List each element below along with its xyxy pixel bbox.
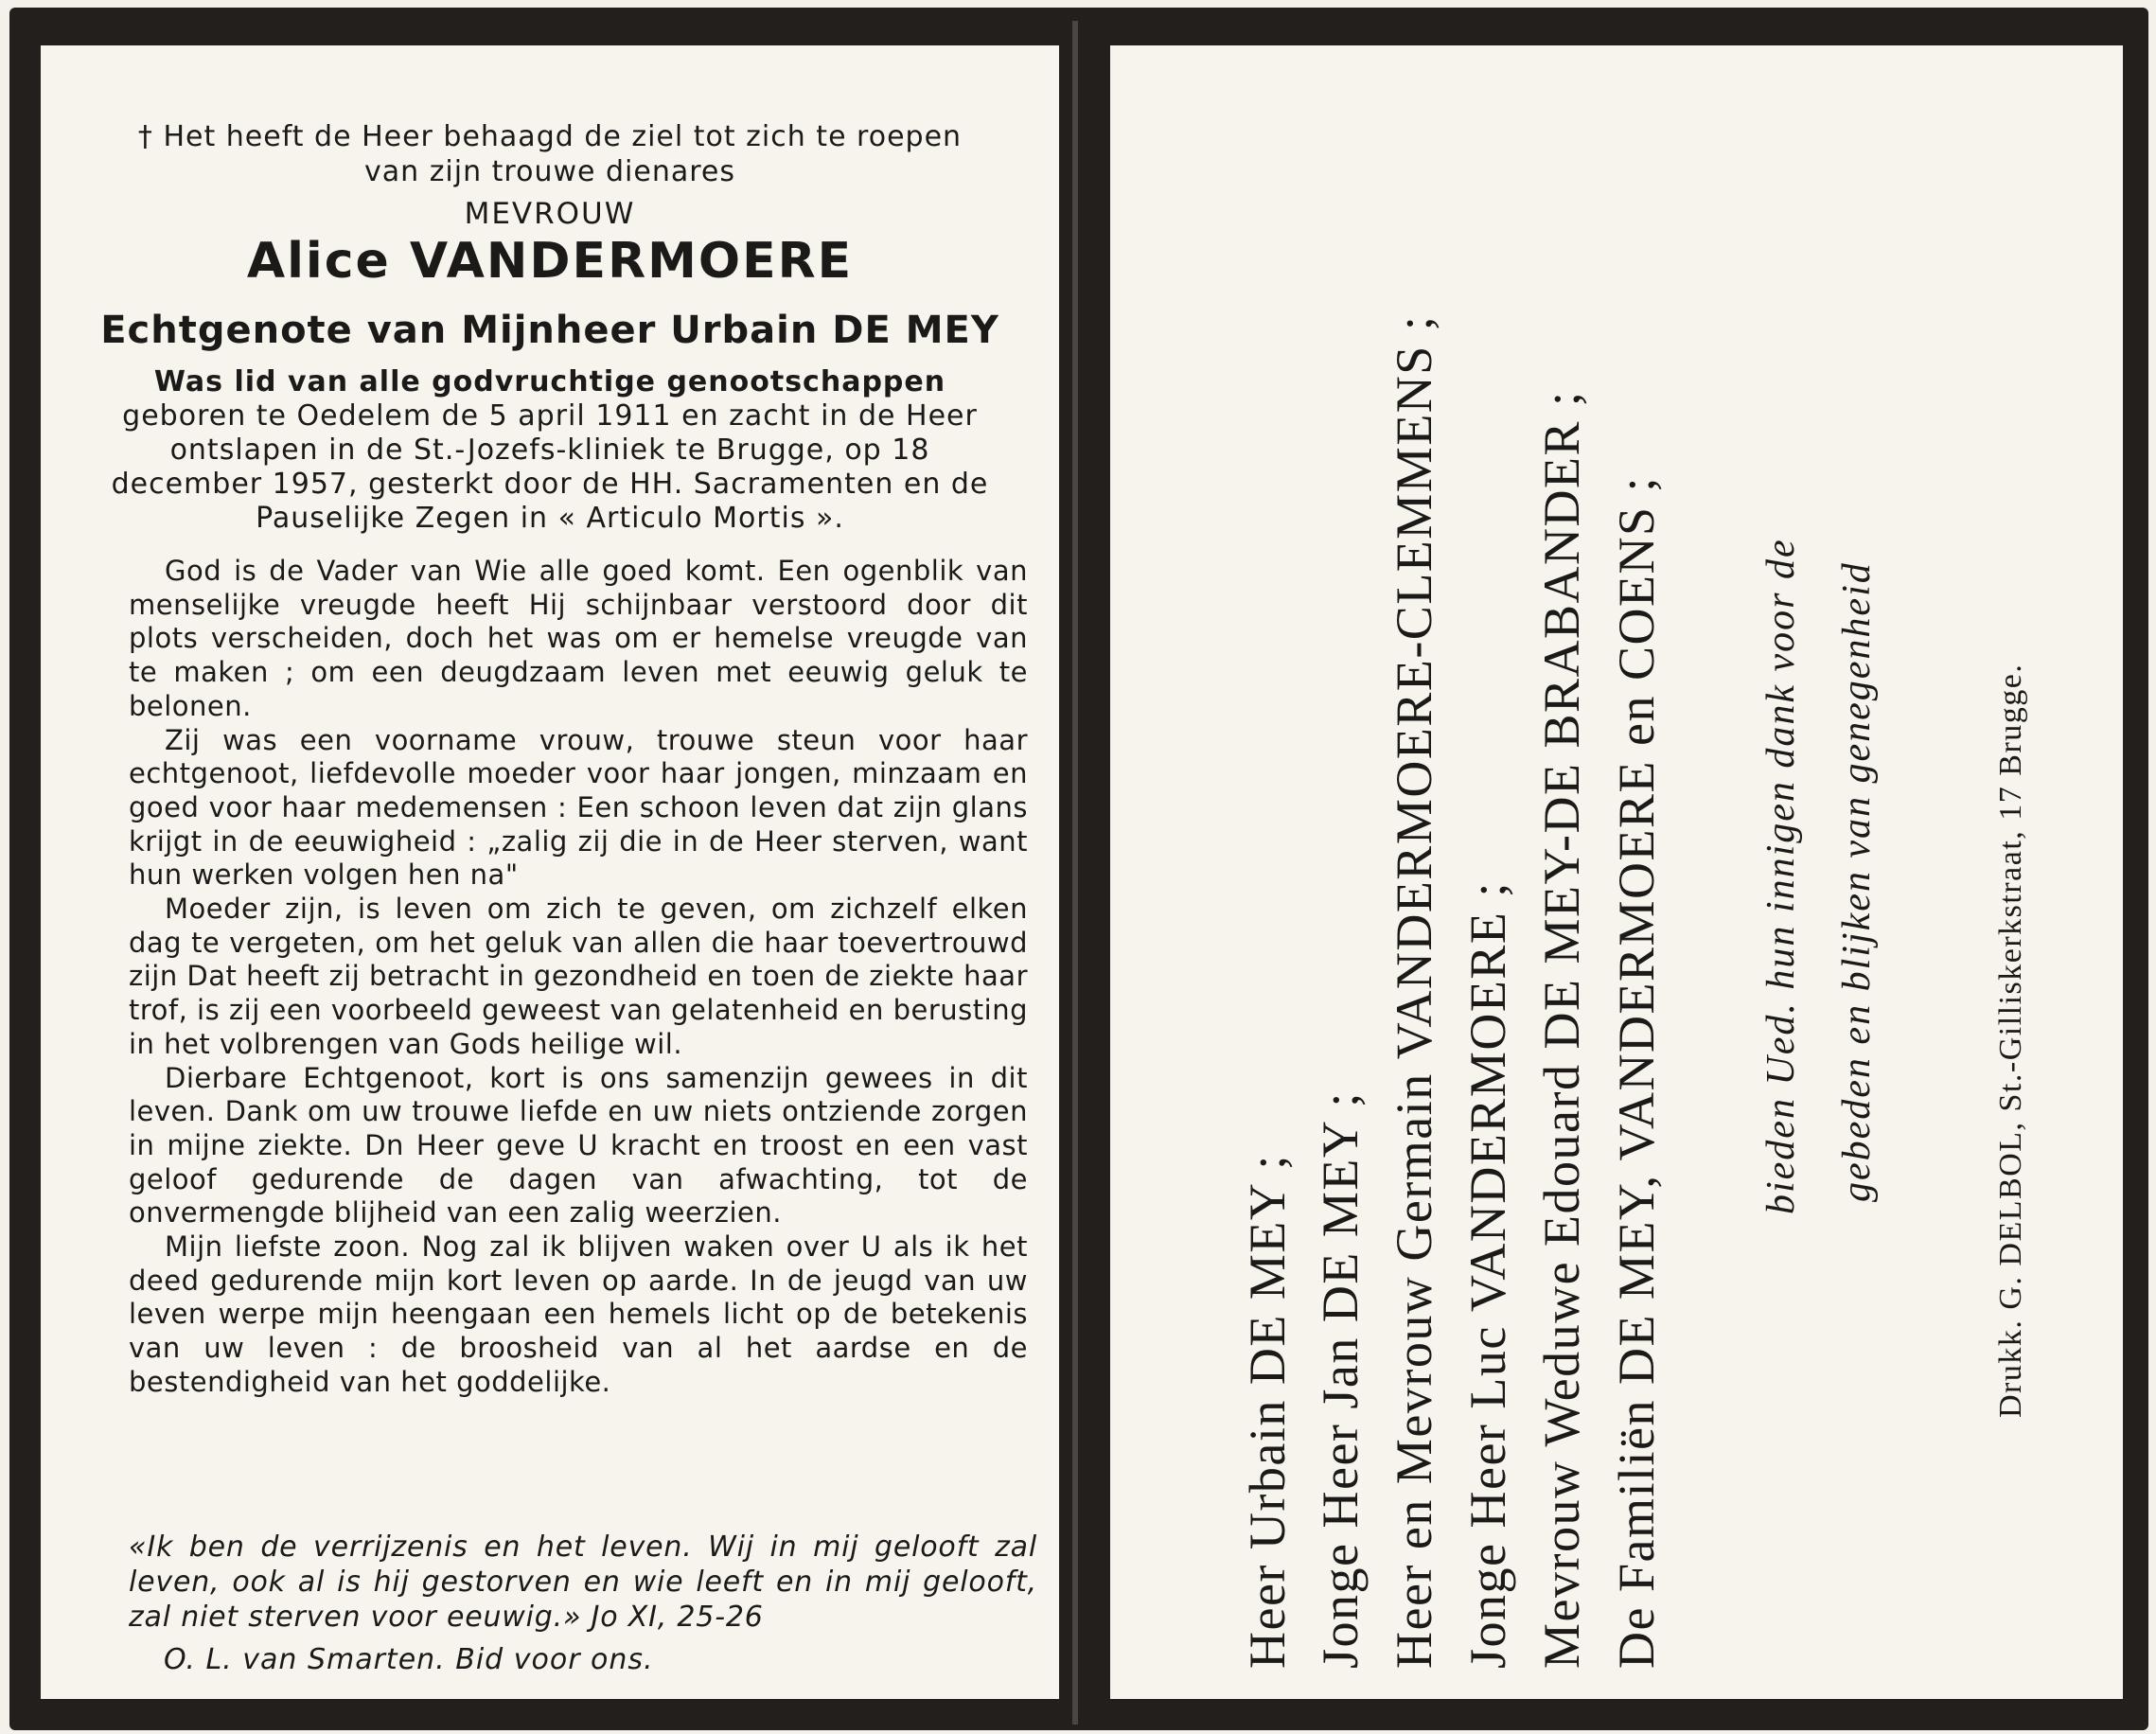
- title-word: MEVROUW: [464, 197, 636, 231]
- closing-prayer: O. L. van Smarten. Bid voor ons.: [164, 1643, 654, 1676]
- family-line: Heer en Mevrouw Germain VANDERMOERE-CLEMMENS ;: [1386, 314, 1442, 1669]
- family-line: Heer Urbain DE MEY ;: [1239, 1154, 1296, 1669]
- intro-text: [41, 119, 1059, 189]
- printer-line: Drukk. G. DELBOL, St.-Gilliskerkstraat, 17 Brugge.: [1993, 663, 2028, 1418]
- deceased-name: Alice VANDERMOERE: [246, 233, 854, 290]
- right-page: [1110, 45, 2123, 1699]
- family-line: Mevrouw Weduwe Edouard DE MEY-DE BRABANDER ;: [1533, 390, 1590, 1669]
- paragraph: Mijn liefste zoon. Nog zal ik blijven waken over U als ik het deed gedurende mijn kort leven op aarde. In de jeugd van uw leven werpe mijn heengaan een hemels licht op de betekenis van uw leven : de broosheid van al het aardse en de bestendigheid van het goddelijke.: [129, 1230, 1028, 1398]
- family-line: Jonge Heer Jan DE MEY ;: [1312, 1091, 1369, 1669]
- family-line: De Familiën DE MEY, VANDERMOERE en COENS ;: [1608, 475, 1665, 1669]
- thanks-line-1: bieden Ued. hun innigen dank voor de: [1759, 538, 1803, 1214]
- paragraph: Dierbare Echtgenoot, kort is ons samenzijn gewees in dit leven. Dank om uw trouwe liefde en uw niets ontziende zorgen in mijne ziekte. Dn Heer geve U kracht en troost en een vast geloof gedurende de dagen van afwachting, tot de onvermengde blijheid van een zalig weerzien.: [129, 1061, 1028, 1230]
- spouse-line: Echtgenote van Mijnheer Urbain DE MEY: [100, 309, 999, 352]
- thanks-line-2: gebeden en blijken van genegenheid: [1835, 561, 1879, 1202]
- intro-line-1: † Het heeft de Heer behaagd de ziel tot zich te roepen: [137, 120, 963, 153]
- intro-line-2: van zijn trouwe dienares: [364, 155, 735, 188]
- paragraph: Zij was een voorname vrouw, trouwe steun voor haar echtgenoot, liefdevolle moeder voor haar jongen, minzaam en goed voor haar medemensen : Een schoon leven dat zijn glans krijgt in de eeuwigheid : „zalig zij die in de Heer sterven, want hun werken volgen hen na": [129, 723, 1028, 892]
- memorial-card: [9, 8, 2148, 1730]
- scripture-quote: «Ik ben de verrijzenis en het leven. Wij in mij gelooft zal leven, ook al is hij gestorven en wie leeft en in mij gelooft, zal niet sterven voor eeuwig.» Jo XI, 25-26: [129, 1531, 1037, 1634]
- family-line: Jonge Heer Luc VANDERMOERE ;: [1459, 881, 1516, 1669]
- card-fold: [1072, 21, 1078, 1725]
- paragraph: Moeder zijn, is leven om zich te geven, om zichzelf elken dag te vergeten, om het geluk van allen die haar toevertrouwd zijn Dat heeft zij betracht in gezondheid en toen de ziekte haar trof, is zij een voorbeeld geweest van gelatenheid en berusting in het volbrengen van Gods heilige wil.: [129, 893, 1028, 1060]
- paragraph: God is de Vader van Wie alle goed komt. Een ogenblik van menselijke vreugde heeft Hij schijnbaar verstoord door dit plots verscheiden, doch het was om er hemelse vreugde van te maken ; om een deugdzaam leven met eeuwig geluk te belonen.: [129, 555, 1028, 722]
- left-page: [41, 45, 1059, 1699]
- memorial-text: [129, 555, 1028, 1400]
- birth-death-text: geboren te Oedelem de 5 april 1911 en zacht in de Heer ontslapen in de St.-Jozefs-kliniek te Brugge, op 18 december 1957, gesterkt door de HH. Sacramenten en de Pauselijke Zegen in « Articulo Mortis ».: [111, 399, 989, 535]
- membership-line: Was lid van alle godvruchtige genootschappen: [153, 365, 946, 398]
